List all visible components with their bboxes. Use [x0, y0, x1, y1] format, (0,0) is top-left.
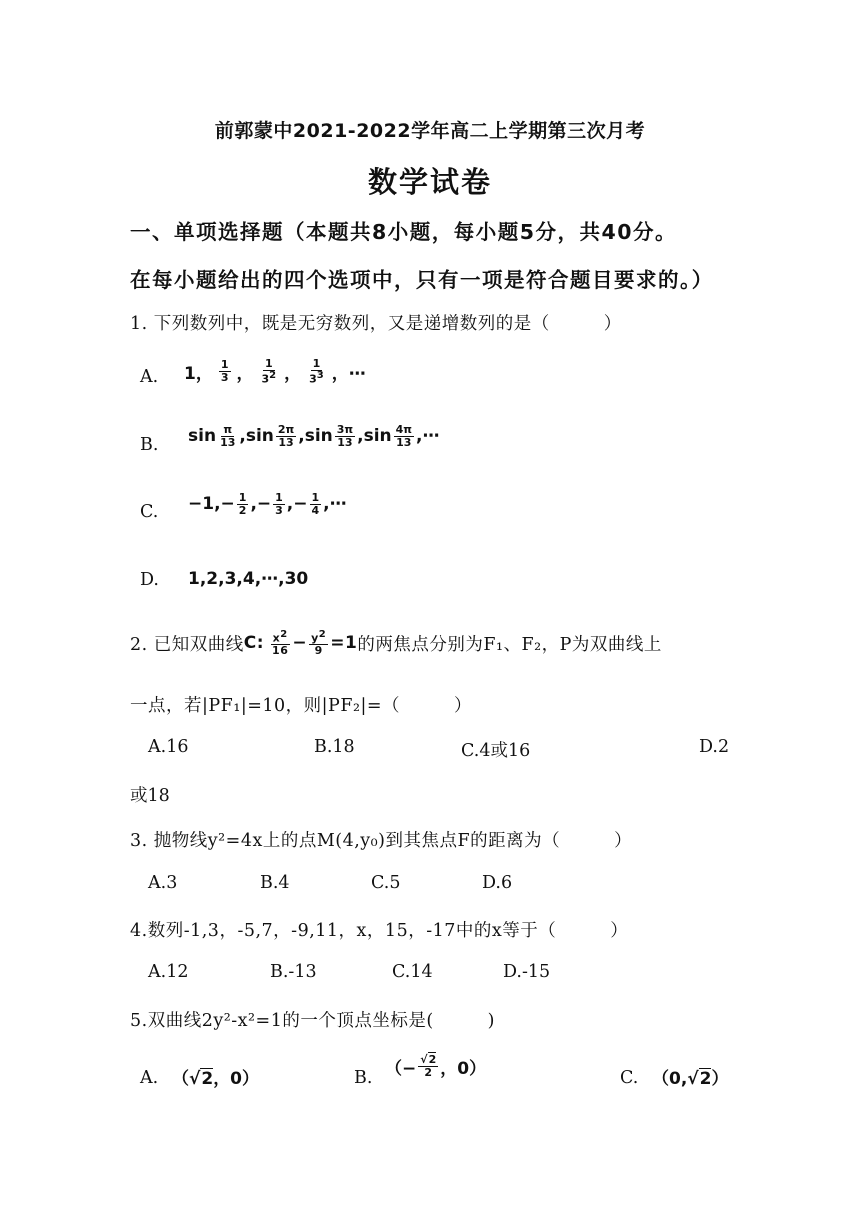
- q1-stem: 1. 下列数列中，既是无穷数列，又是递增数列的是（ ）: [130, 314, 622, 334]
- exam-subtitle: 数学试卷: [367, 165, 492, 199]
- q2-equation-tail: =1: [330, 633, 358, 654]
- q1-option-b-label: B.: [140, 435, 159, 455]
- q4-option-d: D.-15: [503, 962, 551, 982]
- q2-option-b: B.18: [314, 737, 355, 757]
- q2-suffix: 的两焦点分别为F₁、F₂，P为双曲线上: [357, 634, 662, 655]
- q2-stem-line1: 2. 已知双曲线 C: $\frac{x^2}{16}$ − $\frac{y^2}{9}$ =1 的两焦点分别为F₁、F₂，P为双曲线上: [130, 629, 662, 658]
- q3-option-b: B.4: [260, 873, 290, 893]
- q2-option-c: C.4或16: [461, 741, 531, 761]
- q2-option-a: A.16: [148, 737, 189, 757]
- q1-option-d-label: D.: [140, 570, 159, 590]
- q5-option-c-label: C.: [620, 1068, 639, 1088]
- q5-option-c-formula: （0,√2）: [652, 1069, 729, 1089]
- q4-option-c: C.14: [392, 962, 433, 982]
- q3-option-c: C.5: [371, 873, 401, 893]
- q1-option-b-formula: sin $\frac{\pi}{13}$ ,sin $\frac{2\pi}{13}$ ,sin $\frac{3\pi}{13}$ ,sin $\frac{4\pi}{13}$ ,⋯: [188, 423, 440, 449]
- q1-option-a-label: A.: [140, 367, 159, 387]
- q3-stem: 3. 抛物线y²=4x上的点M(4,y₀)到其焦点F的距离为（ ）: [130, 831, 633, 851]
- q2-stem-line2: 一点，若|PF₁|=10，则|PF₂|=（ ）: [130, 696, 473, 716]
- q5-option-b-formula: （− $\frac{√2}{2}$ ，0）: [385, 1053, 487, 1079]
- q5-option-a-label: A.: [140, 1068, 159, 1088]
- q1-option-d-formula: 1,2,3,4,⋯,30: [188, 569, 309, 589]
- q5-option-b-label: B.: [354, 1068, 373, 1088]
- q4-option-b: B.-13: [270, 962, 317, 982]
- q3-option-d: D.6: [482, 873, 513, 893]
- q1-option-c-formula: −1,− $\frac{1}{2}$ ,− $\frac{1}{3}$ ,− $\frac{1}{4}$ ,⋯: [188, 491, 347, 517]
- exam-title: 前郭蒙中2021-2022学年高二上学期第三次月考: [214, 120, 646, 142]
- q4-stem: 4.数列-1,3，-5,7，-9,11，x，15，-17中的x等于（ ）: [130, 921, 629, 941]
- section-heading-line1: 一、单项选择题（本题共8小题，每小题5分，共40分。: [130, 220, 678, 244]
- q1-option-a-formula: 1， $\frac{1}{3}$ ， $\frac{1}{3^2}$ ， $\frac{1}{3^3}$ ，⋯: [184, 357, 366, 386]
- q5-option-a-formula: （√2，0）: [172, 1069, 260, 1089]
- q5-stem: 5.双曲线2y²-x²=1的一个顶点坐标是( ): [130, 1011, 495, 1031]
- q1-option-c-label: C.: [140, 502, 159, 522]
- q4-option-a: A.12: [148, 962, 189, 982]
- q2-prefix: 2. 已知双曲线: [130, 634, 244, 655]
- q2-option-d: D.2: [699, 737, 730, 757]
- q3-option-a: A.3: [148, 873, 178, 893]
- section-heading-line2: 在每小题给出的四个选项中，只有一项是符合题目要求的。）: [130, 268, 714, 292]
- q2-option-d-continued: 或18: [130, 786, 170, 806]
- q2-curve-name: C:: [243, 633, 265, 654]
